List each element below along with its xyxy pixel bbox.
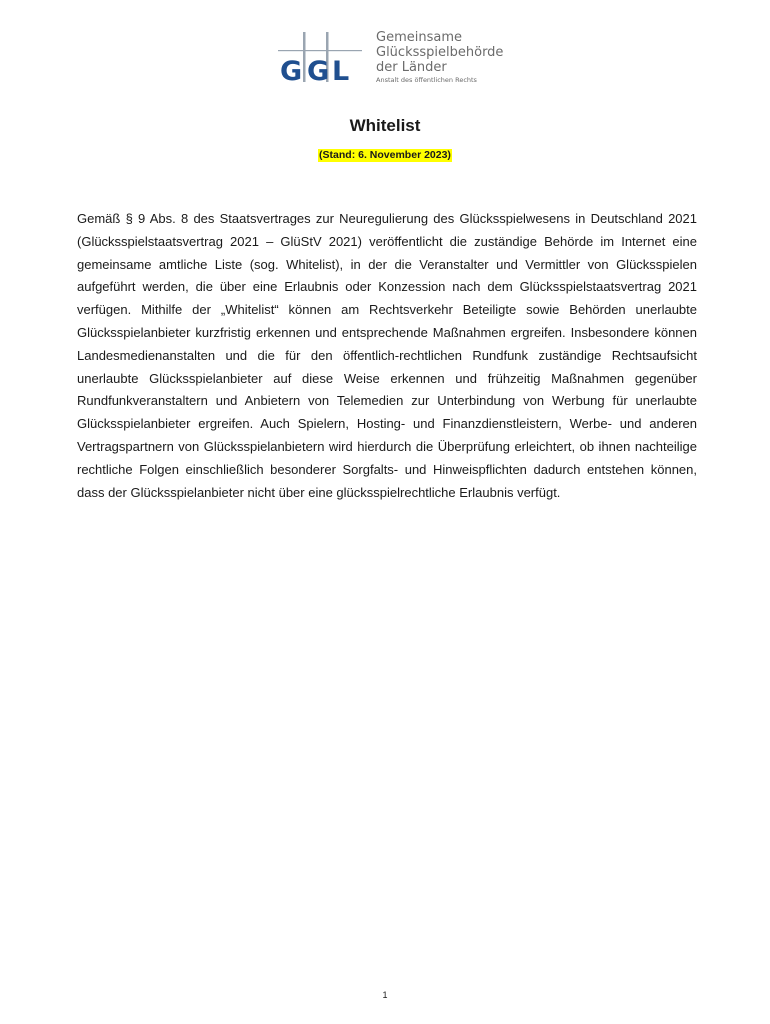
logo-letter: G [307,56,330,87]
logo-bar [303,32,306,82]
ggl-logo [276,30,516,90]
logo-line: Gemeinsame [376,30,462,45]
logo-subline: Anstalt des öffentlichen Rechts [376,76,477,84]
logo-letter: L [332,56,350,87]
logo-line: Glücksspielbehörde [376,45,504,60]
ggl-logo-mark [276,30,368,90]
status-date-highlight: (Stand: 6. November 2023) [319,149,451,161]
page-number: 1 [382,990,388,1000]
logo-letter: G [280,56,303,87]
logo-rule [278,50,362,51]
logo-line: der Länder [376,60,447,75]
page-title: Whitelist [349,116,421,135]
subtitle-wrapper [0,145,770,163]
logo-text [376,30,516,85]
body-paragraph: Gemäß § 9 Abs. 8 des Staatsvertrages zur Neuregulierung des Glücksspielwesens in Deutschland 2021 (Glücksspielstaatsvertrag 2021 – GlüStV 2021) veröffentlicht die zuständige Behörde im Internet eine gemeinsame amtliche Liste (sog. Whitelist), in der die Veranstalter und Vermittler von Glücksspielen aufgeführt werden, die über eine Erlaubnis oder Konzession nach dem Glücksspielstaatsvertrag 2021 verfügen. Mithilfe der „Whitelist“ können am Rechtsverkehr Beteiligte sowie Behörden unerlaubte Glücksspielanbieter kurzfristig erkennen und entsprechende Maßnahmen ergreifen. Insbesondere können Landesmedienanstalten und die für den öffentlich-rechtlichen Rundfunk zuständige Rechtsaufsicht unerlaubte Glücksspielanbieter auf diese Weise erkennen und frühzeitig Maßnahmen gegenüber Rundfunkveranstaltern und Anbietern von Telemedien zur Unterbindung von Werbung für unerlaubte Glücksspielanbieter ergreifen. Auch Spielern, Hosting- und Finanzdienstleistern, Werbe- und anderen Vertragspartnern von Glücksspielanbietern wird hierdurch die Überprüfung erleichtert, ob ihnen nachteilige rechtliche Folgen einschließlich besonderer Sorgfalts- und Hinweispflichten dadurch entstehen können, dass der Glücksspielanbieter nicht über eine glücksspielrechtliche Erlaubnis verfügt. [77,211,697,500]
